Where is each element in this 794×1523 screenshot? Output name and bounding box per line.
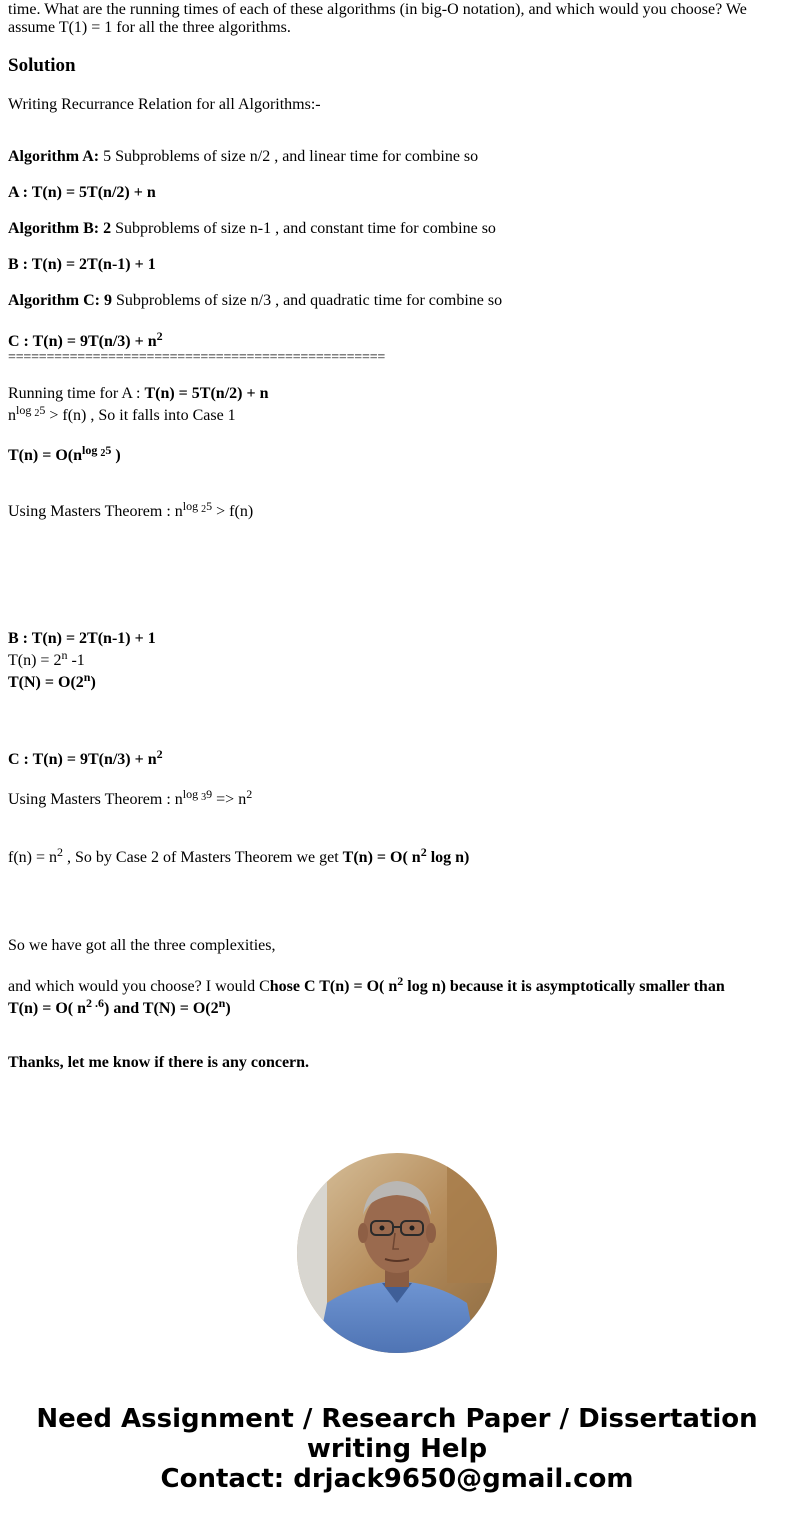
part-c-result-suffix: log n) xyxy=(426,849,470,866)
part-c-fn xyxy=(8,845,470,867)
part-a-result-prefix: T(n) = O(n xyxy=(8,447,83,464)
part-a-log: log xyxy=(16,403,32,417)
person-photo-icon xyxy=(297,1153,497,1353)
part-a-running-prefix: Running time for A : xyxy=(8,385,145,402)
part-b-result xyxy=(8,670,96,692)
part-c-masters-mid: => n xyxy=(212,791,247,808)
part-c-log-arg: 9 xyxy=(206,787,213,801)
algorithm-a-label: Algorithm A: xyxy=(8,148,100,165)
part-a-masters-prefix: Using Masters Theorem : n xyxy=(8,503,183,520)
part-c-log-base: 3 xyxy=(201,792,207,803)
choice-line2-prefix: T(n) = O( n xyxy=(8,1000,87,1017)
part-c-result xyxy=(342,845,470,866)
summary-text: So we have got all the three complexities, xyxy=(8,937,276,954)
part-a-result xyxy=(8,443,121,465)
part-a-result-base: 2 xyxy=(100,448,106,459)
choice-line-2 xyxy=(8,996,231,1018)
choice-line2-exp2: n xyxy=(218,996,226,1010)
part-c-recurrence-exp: 2 xyxy=(156,747,163,761)
algorithm-c-recurrence-exp: 2 xyxy=(156,329,163,343)
choice-line2-mid: ) and T(N) = O(2 xyxy=(104,1000,219,1017)
part-a-log-arg: 5 xyxy=(39,403,46,417)
part-a-running-time xyxy=(8,384,268,403)
choice-line2-exp: 2 .6 xyxy=(86,996,105,1010)
solution-heading: Solution xyxy=(8,55,76,76)
part-b-result-exp: n xyxy=(83,670,91,684)
part-b-result-prefix: T(N) = O(2 xyxy=(8,674,84,691)
footer-line-2: writing Help xyxy=(306,1434,488,1464)
part-c-masters-exp: 2 xyxy=(246,787,253,801)
part-a-comparison xyxy=(8,403,236,425)
algorithm-c-label: Algorithm C: 9 xyxy=(8,292,112,309)
part-a-result-arg: 5 xyxy=(105,443,112,457)
footer-line-1: Need Assignment / Research Paper / Dissertation xyxy=(36,1404,758,1434)
part-a-masters-base: 2 xyxy=(201,504,207,515)
part-a-masters-arg: 5 xyxy=(206,499,213,513)
choice-plain: and which would you choose? I would C xyxy=(8,978,270,995)
algorithm-b-recurrence: B : T(n) = 2T(n-1) + 1 xyxy=(8,256,156,273)
part-b-solution-exp: n xyxy=(61,648,68,662)
part-b-recurrence: B : T(n) = 2T(n-1) + 1 xyxy=(8,630,156,647)
part-c-fn-mid: , So by Case 2 of Masters Theorem we get xyxy=(63,849,343,866)
part-c-fn-prefix: f(n) = n xyxy=(8,849,58,866)
part-b-result-suffix: ) xyxy=(90,674,96,691)
footer-contact: Contact: drjack9650@gmail.com xyxy=(160,1464,634,1494)
thanks-text: Thanks, let me know if there is any concern. xyxy=(8,1054,310,1071)
part-a-log-base: 2 xyxy=(34,408,40,419)
part-c-result-exp: 2 xyxy=(420,845,427,859)
part-b-solution xyxy=(8,648,85,670)
part-a-masters xyxy=(8,499,254,521)
part-a-masters-suffix: > f(n) xyxy=(212,503,254,520)
part-b-solution-suffix: -1 xyxy=(67,652,85,669)
choice-line-1 xyxy=(8,974,725,996)
part-c-masters xyxy=(8,787,253,809)
part-c-masters-prefix: Using Masters Theorem : n xyxy=(8,791,183,808)
part-a-cmp-rest: > f(n) , So it falls into Case 1 xyxy=(45,407,236,424)
separator-line: ================================================= xyxy=(8,350,386,365)
choice-line2-suffix: ) xyxy=(225,1000,231,1017)
algorithm-b-description xyxy=(8,219,496,238)
choice-bold xyxy=(269,974,725,995)
part-a-masters-log: log xyxy=(182,499,199,513)
choice-bold-2: log n) because it is asymptotically smaller than xyxy=(403,978,725,995)
part-a-result-suffix: ) xyxy=(111,447,121,464)
question-text-line-2: assume T(1) = 1 for all the three algorithms. xyxy=(8,19,291,36)
question-text-line-1: time. What are the running times of each of these algorithms (in big-O notation), and which would you choose? We xyxy=(8,1,747,18)
algorithm-c-description xyxy=(8,291,502,310)
intro-text: Writing Recurrance Relation for all Algorithms:- xyxy=(8,96,321,113)
algorithm-b-label: Algorithm B: 2 xyxy=(8,220,112,237)
algorithm-c-recurrence-base: C : T(n) = 9T(n/3) + n xyxy=(8,333,157,350)
part-c-result-prefix: T(n) = O( n xyxy=(342,849,421,866)
algorithm-b-desc: Subproblems of size n-1 , and constant time for combine so xyxy=(111,220,496,237)
part-c-recurrence-base: C : T(n) = 9T(n/3) + n xyxy=(8,751,157,768)
part-c-fn-exp: 2 xyxy=(57,845,64,859)
algorithm-a-description xyxy=(8,147,478,166)
choice-bold-1: hose C T(n) = O( n xyxy=(269,978,398,995)
algorithm-a-recurrence: A : T(n) = 5T(n/2) + n xyxy=(8,184,156,201)
part-a-running-eq: T(n) = 5T(n/2) + n xyxy=(144,385,269,402)
algorithm-c-desc: Subproblems of size n/3 , and quadratic time for combine so xyxy=(111,292,503,309)
algorithm-a-desc: 5 Subproblems of size n/2 , and linear time for combine so xyxy=(99,148,479,165)
part-c-log: log xyxy=(182,787,199,801)
part-b-solution-prefix: T(n) = 2 xyxy=(8,652,62,669)
part-a-result-log: log xyxy=(82,443,98,457)
part-a-cmp-n: n xyxy=(8,407,16,424)
choice-exp-1: 2 xyxy=(397,974,404,988)
part-c-recurrence xyxy=(8,747,163,769)
